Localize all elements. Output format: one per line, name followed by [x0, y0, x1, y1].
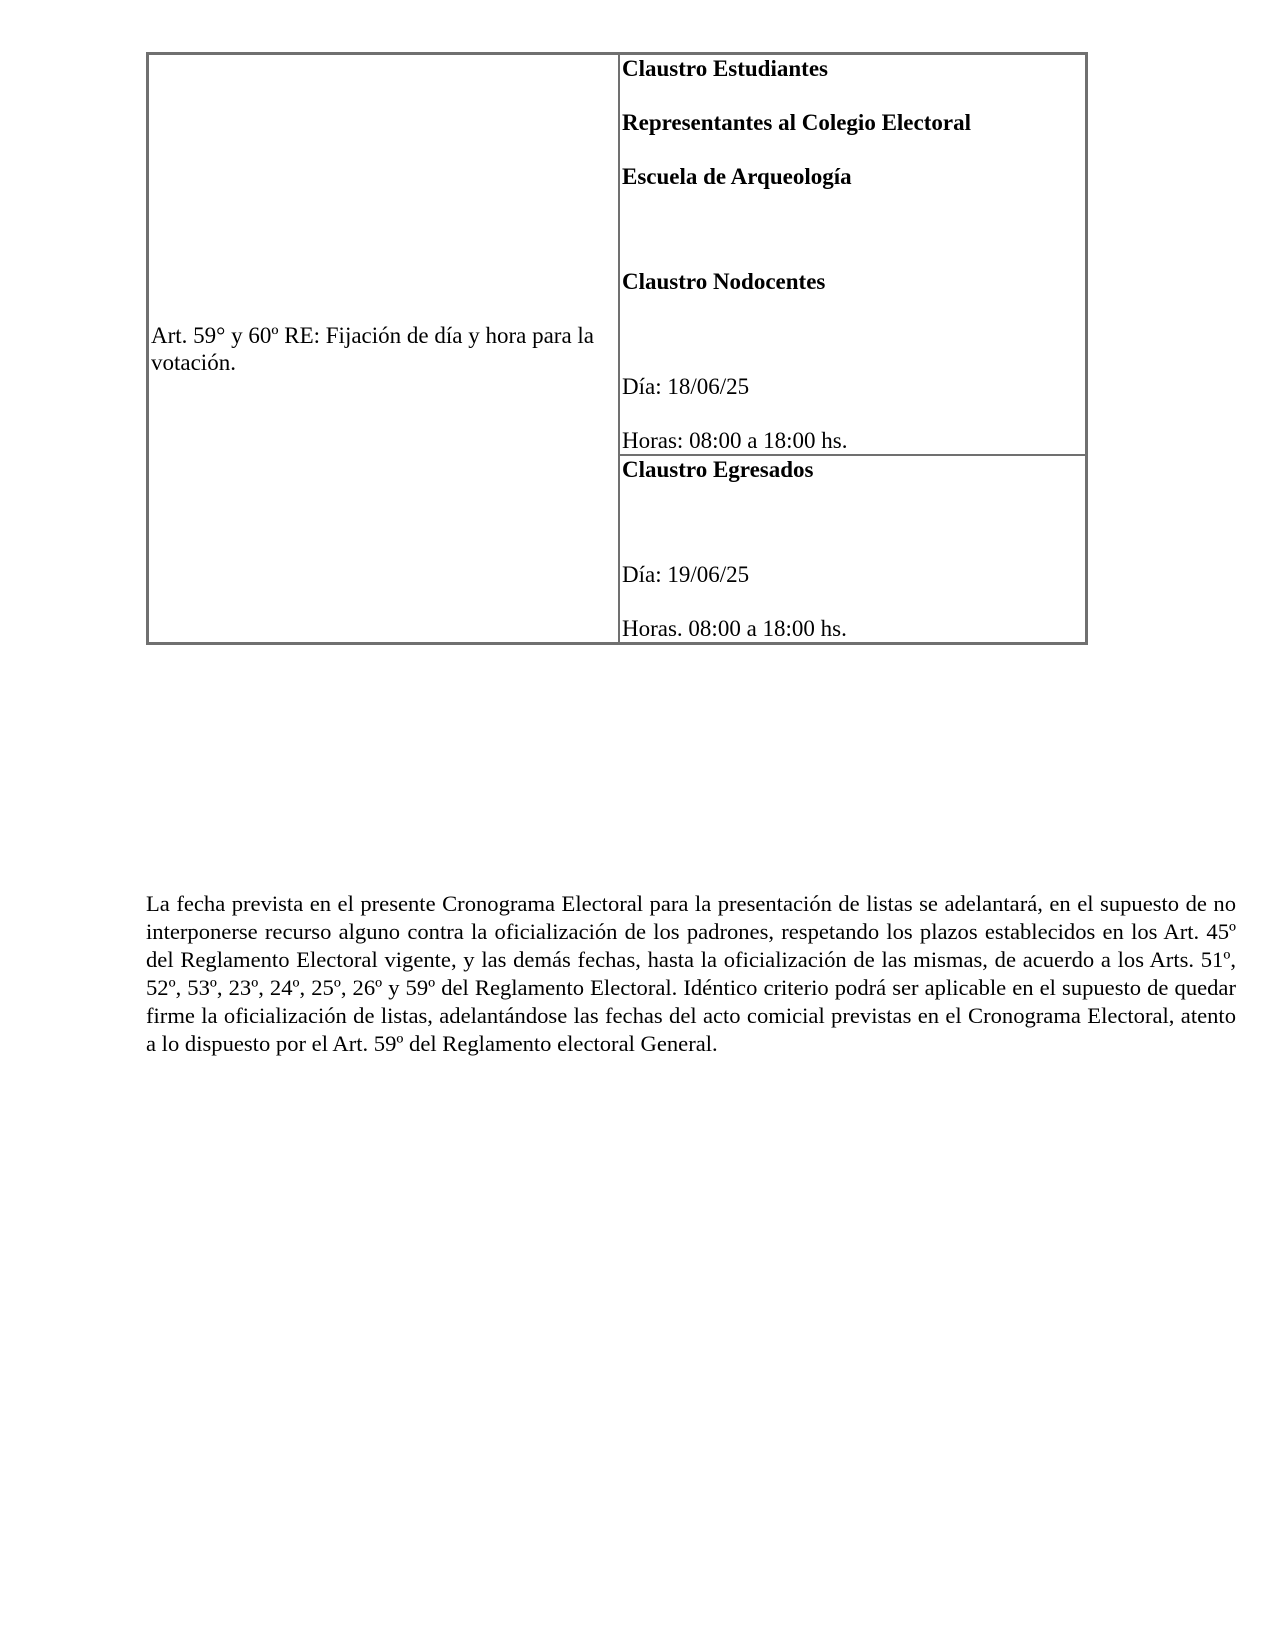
table-row [148, 54, 1087, 456]
representantes-heading: Representantes al Colegio Electoral [622, 110, 971, 135]
claustro-estudiantes-heading: Claustro Estudiantes [622, 56, 828, 81]
dia-1: Día: 18/06/25 [622, 374, 750, 399]
article-text: Art. 59° y 60º RE: Fijación de día y hora para la votación. [151, 322, 594, 375]
claustro-nodocentes-heading: Claustro Nodocentes [622, 269, 826, 294]
students-nodocentes-cell [619, 54, 1087, 456]
horas-1: Horas: 08:00 a 18:00 hs. [622, 428, 848, 453]
dia-2: Día: 19/06/25 [622, 562, 750, 587]
horas-2: Horas. 08:00 a 18:00 hs. [622, 616, 847, 641]
body-paragraph: La fecha prevista en el presente Cronograma Electoral para la presentación de listas se adelantará, en el supuesto de no interponerse recurso alguno contra la oficialización de los padrones, respetando los plazos establecidos en los Art. 45º del Reglamento Electoral vigente, y las demás fechas, hasta la oficialización de las mismas, de acuerdo a los Arts. 51º, 52º, 53º, 23º, 24º, 25º, 26º y 59º del Reglamento Electoral. Idéntico criterio podrá ser aplicable en el supuesto de quedar firme la oficialización de listas, adelantándose las fechas del acto comicial previstas en el Cronograma Electoral, atento a lo dispuesto por el Art. 59º del Reglamento electoral General. [146, 891, 1236, 1056]
claustro-egresados-heading: Claustro Egresados [622, 457, 814, 482]
schedule-table [146, 52, 1088, 645]
article-cell [148, 54, 620, 644]
escuela-heading: Escuela de Arqueología [622, 164, 852, 189]
egresados-cell [619, 455, 1087, 644]
